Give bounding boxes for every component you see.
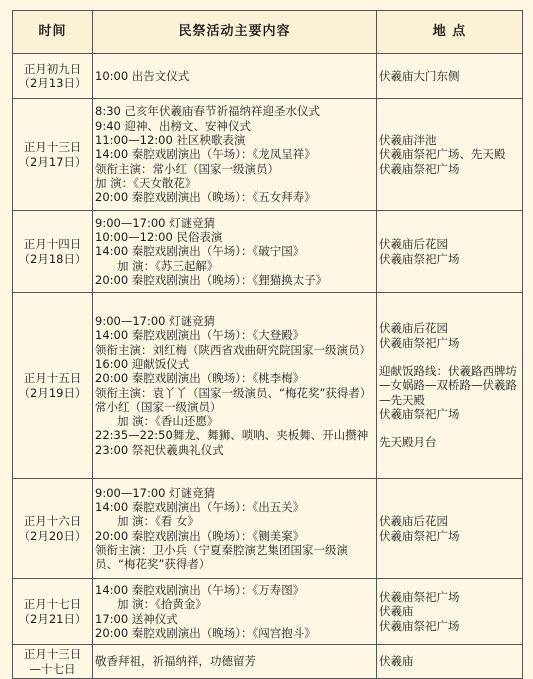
header-time: 时间 (13, 11, 93, 54)
date-line: （2月17日） (18, 154, 87, 169)
date-cell (13, 579, 93, 645)
content-line: 加 演：《看 女》 (117, 514, 200, 529)
spacer (379, 350, 520, 364)
date-line: 正月十三日 (23, 647, 82, 662)
header-row (13, 11, 523, 54)
content-line: 9:00—17:00 灯谜竞猜 (95, 215, 216, 230)
date-cell (13, 54, 93, 99)
schedule-table (12, 10, 523, 679)
content-line: 11:00—12:00 社区秧歌表演 (95, 133, 246, 148)
place-cell (377, 479, 523, 579)
content-line: 20:00 秦腔戏剧演出（晚场）：《狸猫换太子》 (95, 272, 328, 287)
place-cell (377, 579, 523, 645)
content-cell (93, 645, 377, 679)
place-line: 伏羲庙泮池 (379, 133, 437, 148)
place-line: 伏羲庙祭祀广场 (379, 406, 460, 421)
content-line: 10:00—12:00 民俗表演 (95, 230, 223, 245)
content-line: 20:00 秦腔戏剧演出（晚场）：《铡美案》 (95, 528, 305, 543)
content-line: 14:00 秦腔戏剧演出（午场）：《破宁国》 (95, 244, 305, 259)
header-place: 地 点 (377, 11, 523, 54)
table-row (13, 293, 523, 479)
date-cell (13, 99, 93, 211)
place-line: 伏羲庙祭祀广场、先天殿 (379, 147, 506, 162)
date-line: —十七日 (29, 661, 76, 676)
content-line: 16:00 迎献饭仪式 (95, 356, 190, 371)
place-line: 伏羲庙后花园 (379, 237, 448, 252)
date-line: 正月十七日 (23, 597, 82, 612)
content-cell (93, 479, 377, 579)
place-cell (377, 293, 523, 479)
place-line: 伏羲庙后花园 (379, 321, 448, 336)
date-line: 正月十三日 (23, 140, 82, 155)
date-line: （2月19日） (18, 385, 87, 400)
date-line: 正月十四日 (23, 237, 82, 252)
table-row (13, 479, 523, 579)
content-line: 17:00 送神仪式 (95, 611, 178, 626)
place-line: 迎献饭路线：伏羲路西牌坊—女娲路—双桥路—伏羲路—先天殿 (379, 364, 517, 407)
place-cell (377, 211, 523, 293)
content-line: 14:00 秦腔戏剧演出（午场）：《出五关》 (95, 499, 305, 514)
content-line: 加 演：《拾黄金》 (117, 597, 207, 612)
content-line: 20:00 秦腔戏剧演出（晚场）：《五女拜寿》 (95, 190, 316, 205)
place-line: 伏羲庙 (379, 604, 414, 619)
date-line: 正月十五日 (23, 371, 82, 386)
content-line: 20:00 秦腔戏剧演出（晚场）：《桃李梅》 (95, 371, 305, 386)
table-row (13, 579, 523, 645)
content-line: 加 演：《香山还愿》 (117, 414, 219, 429)
table-row (13, 54, 523, 99)
date-cell (13, 479, 93, 579)
content-cell (93, 293, 377, 479)
date-line: （2月20日） (18, 528, 87, 543)
content-line: 加 演：《天女散花》 (95, 175, 197, 190)
content-line: 领衔主演：卫小兵（宁夏秦腔演艺集团国家一级演员、“梅花奖”获得者） (95, 542, 348, 572)
header-content: 民祭活动主要内容 (93, 11, 377, 54)
place-line: 伏羲庙祭祀广场 (379, 161, 460, 176)
date-line: （2月21日） (18, 611, 87, 626)
place-line: 伏羲庙祭祀广场 (379, 590, 460, 605)
place-cell (377, 99, 523, 211)
place-line: 先天殿月台 (379, 435, 437, 450)
place-line: 伏羲庙后花园 (379, 514, 448, 529)
date-line: （2月18日） (18, 251, 87, 266)
place-cell (377, 54, 523, 99)
place-cell (377, 645, 523, 679)
place-line: 伏羲庙 (379, 654, 414, 669)
table-row (13, 211, 523, 293)
content-line: 14:00 秦腔戏剧演出（午场）：《万寿图》 (95, 582, 305, 597)
place-line: 伏羲庙祭祀广场 (379, 528, 460, 543)
table-row (13, 99, 523, 211)
place-line: 伏羲庙祭祀广场 (379, 618, 460, 633)
content-line: 8:30 己亥年伏羲庙春节祈福纳祥迎圣水仪式 (95, 104, 320, 119)
date-line: 正月十六日 (23, 514, 82, 529)
date-line: 正月初九日 (23, 61, 82, 76)
content-line: 敬香拜祖，祈福纳祥，功德留芳 (95, 654, 256, 669)
date-cell (13, 211, 93, 293)
content-line: 22:35—22:50舞龙、舞狮、唢呐、夹板舞、开山攒神 (95, 428, 369, 443)
content-line: 20:00 秦腔戏剧演出（晚场）：《闯宫抱斗》 (95, 625, 316, 640)
content-line: 领衔主演：常小红（国家一级演员） (95, 161, 279, 176)
schedule-wrapper (12, 10, 522, 679)
content-line: 9:00—17:00 灯谜竞猜 (95, 314, 216, 329)
place-line: 伏羲庙祭祀广场 (379, 251, 460, 266)
content-cell (93, 579, 377, 645)
content-line: 领衔主演：刘红梅（陕西省戏曲研究院国家一级演员） (95, 342, 371, 357)
content-cell (93, 99, 377, 211)
content-cell (93, 211, 377, 293)
content-line: 加 演：《苏三起解》 (117, 258, 219, 273)
spacer (379, 421, 520, 435)
place-line: 伏羲庙祭祀广场 (379, 335, 460, 350)
content-line: 领衔主演：袁丫丫（国家一级演员、“梅花奖”获得者）常小红（国家一级演员） (95, 385, 372, 414)
content-line: 14:00 秦腔戏剧演出（午场）：《龙凤呈祥》 (95, 147, 316, 162)
content-line: 14:00 秦腔戏剧演出（午场）：《大登殿》 (95, 328, 305, 343)
date-cell (13, 645, 93, 679)
place-line: 伏羲庙大门东侧 (379, 68, 460, 83)
content-line: 10:00 出告文仪式 (95, 68, 190, 83)
content-line: 9:00—17:00 灯谜竞猜 (95, 485, 216, 500)
table-row (13, 645, 523, 679)
date-cell (13, 293, 93, 479)
date-line: （2月13日） (18, 76, 87, 90)
content-line: 9:40 迎神、出榜文、安神仪式 (95, 118, 251, 133)
content-line: 23:00 祭祀伏羲典礼仪式 (95, 442, 224, 457)
content-cell (93, 54, 377, 99)
